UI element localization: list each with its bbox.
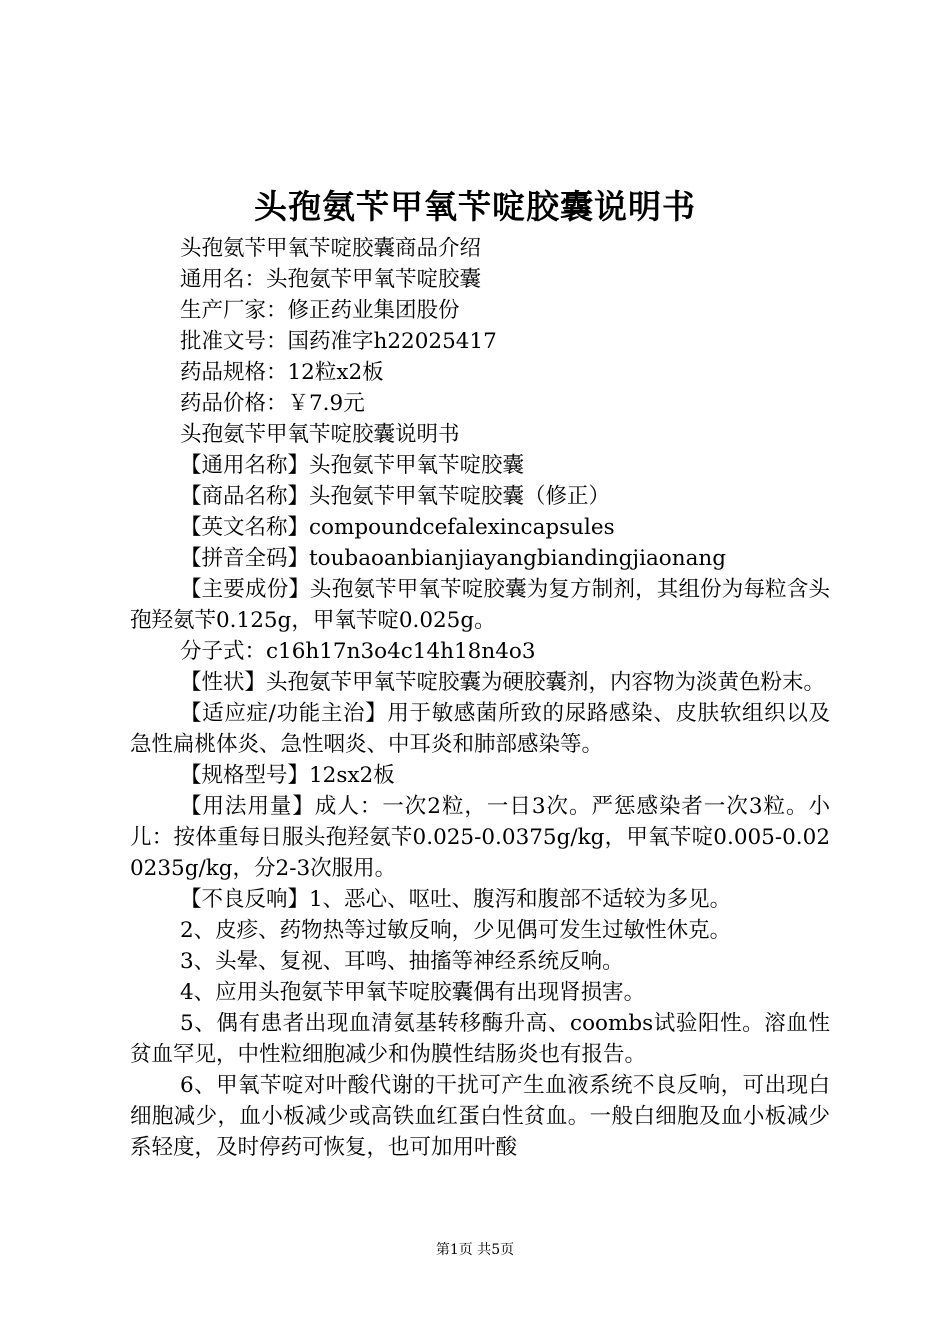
paragraph-manufacturer: 生产厂家：修正药业集团股份 (180, 298, 460, 323)
paragraph-adverse-2: 2、皮疹、药物热等过敏反响，少见偶可发生过敏性休克。 (180, 918, 732, 943)
page-footer: 第1页 共5页 (435, 1242, 515, 1258)
paragraph-trade-name: 【商品名称】头孢氨苄甲氧苄啶胶囊（修正） (180, 484, 611, 509)
paragraph-common-name: 【通用名称】头孢氨苄甲氧苄啶胶囊 (180, 453, 525, 478)
paragraph-molecular-formula: 分子式：c16h17n3o4c14h18n4o3 (180, 639, 536, 664)
paragraph-adverse-3: 3、头晕、复视、耳鸣、抽搐等神经系统反响。 (180, 949, 624, 974)
paragraph-product-intro: 头孢氨苄甲氧苄啶胶囊商品介绍 (180, 236, 482, 261)
paragraph-adverse-5: 5、偶有患者出现血清氨基转移酶升高、coombs试验阳性。溶血性贫血罕见，中性粒细胞减少和伪膜性结肠炎也有报告。 (130, 1011, 830, 1067)
paragraph-price: 药品价格：￥7.9元 (180, 391, 365, 416)
paragraph-approval-number: 批准文号：国药准字h22025417 (180, 329, 497, 354)
document-body (130, 233, 830, 1163)
paragraph-adverse-1: 【不良反响】1、恶心、呕吐、腹泻和腹部不适较为多见。 (180, 887, 732, 912)
document-title: 头孢氨苄甲氧苄啶胶囊说明书 (254, 187, 696, 226)
paragraph-dosage: 【用法用量】成人：一次2粒，一日3次。严惩感染者一次3粒。小儿：按体重每日服头孢羟氨苄0.025-0.0375g/kg，甲氧苄啶0.005-0.020235g/kg，分2-3次服用。 (130, 794, 830, 881)
paragraph-specification: 药品规格：12粒x2板 (180, 360, 384, 385)
paragraph-english-name: 【英文名称】compoundcefalexincapsules (180, 515, 615, 540)
paragraph-adverse-4: 4、应用头孢氨苄甲氧苄啶胶囊偶有出现肾损害。 (180, 980, 646, 1005)
paragraph-properties: 【性状】头孢氨苄甲氧苄啶胶囊为硬胶囊剂，内容物为淡黄色粉末。 (180, 670, 826, 695)
paragraph-model-spec: 【规格型号】12sx2板 (180, 763, 395, 788)
paragraph-pinyin: 【拼音全码】toubaoanbianjiayangbiandingjiaonang (180, 546, 726, 571)
paragraph-composition: 【主要成份】头孢氨苄甲氧苄啶胶囊为复方制剂，其组份为每粒含头孢羟氨苄0.125g，甲氧苄啶0.025g。 (130, 577, 830, 633)
paragraph-adverse-6: 6、甲氧苄啶对叶酸代谢的干扰可产生血液系统不良反响，可出现白细胞减少，血小板减少或高铁血红蛋白性贫血。一般白细胞及血小板减少系轻度，及时停药可恢复，也可加用叶酸 (130, 1073, 830, 1160)
paragraph-indications: 【适应症/功能主治】用于敏感菌所致的尿路感染、皮肤软组织以及急性扁桃体炎、急性咽炎、中耳炎和肺部感染等。 (130, 701, 830, 757)
paragraph-generic-name: 通用名：头孢氨苄甲氧苄啶胶囊 (180, 267, 482, 292)
paragraph-instructions-heading: 头孢氨苄甲氧苄啶胶囊说明书 (180, 422, 460, 447)
